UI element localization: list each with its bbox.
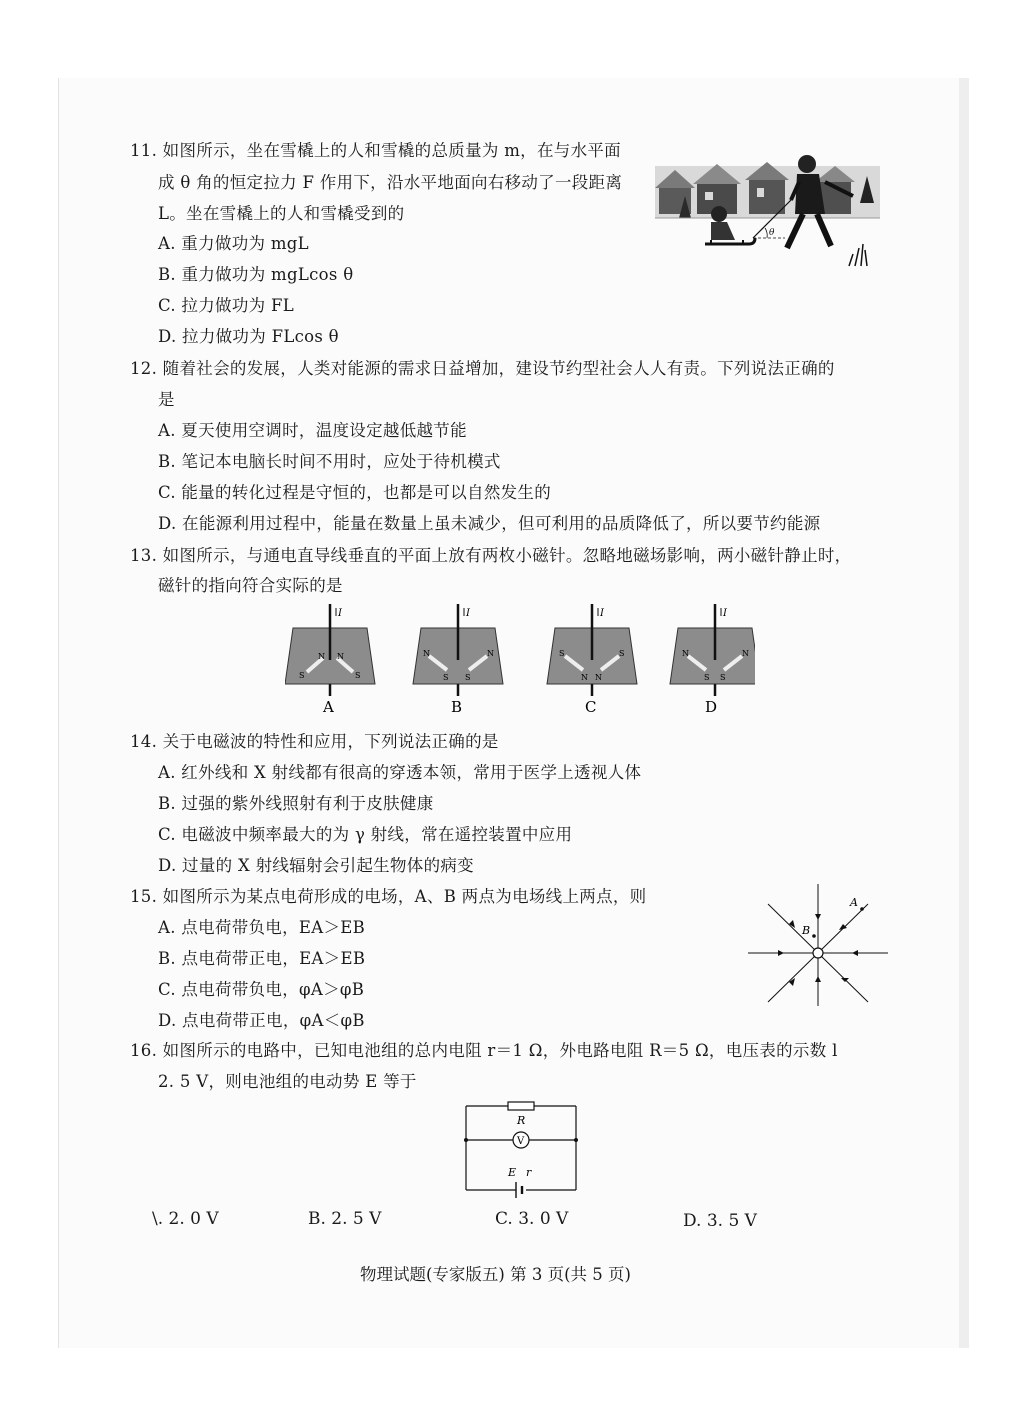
q15-option-d: D. 点电荷带正电，φA＜φB xyxy=(158,1011,365,1030)
circuit-diagram xyxy=(462,1098,580,1198)
q15-option-b: B. 点电荷带正电，EA＞EB xyxy=(158,949,366,968)
figure-label-b: B xyxy=(451,698,463,716)
pole-b-n1: N xyxy=(423,649,430,658)
q11-option-d: D. 拉力做功为 FLcos θ xyxy=(158,327,339,346)
current-label-b: I xyxy=(466,608,470,619)
q11-stem-line-3: L。坐在雪橇上的人和雪橇受到的 xyxy=(158,204,405,223)
q16-option-a: \. 2. 0 V xyxy=(152,1209,219,1229)
resistor-label: R xyxy=(517,1114,526,1127)
pole-d-n2: N xyxy=(742,649,749,658)
pole-b-s1: S xyxy=(443,673,449,682)
q14-option-d: D. 过量的 X 射线辐射会引起生物体的病变 xyxy=(158,856,474,875)
q14-option-a: A. 红外线和 X 射线都有很高的穿透本领，常用于医学上透视人体 xyxy=(158,763,642,782)
q13-stem-line-2: 磁针的指向符合实际的是 xyxy=(158,576,343,595)
figure-label-c: C xyxy=(585,698,597,716)
figure-label-d: D xyxy=(705,698,718,716)
pole-c-n2: N xyxy=(595,673,602,682)
current-label-d: I xyxy=(723,608,727,619)
sled-illustration xyxy=(655,148,880,270)
q11-stem-line-2: 成 θ 角的恒定拉力 F 作用下，沿水平地面向右移动了一段距离 xyxy=(158,173,623,192)
internal-resistance-label: r xyxy=(526,1166,532,1179)
q16-option-d: D. 3. 5 V xyxy=(683,1211,757,1231)
q16-stem-line-2: 2. 5 V，则电池组的电动势 E 等于 xyxy=(158,1072,417,1091)
q12-option-a: A. 夏天使用空调时，温度设定越低越节能 xyxy=(158,421,467,440)
compass-figures xyxy=(285,604,755,724)
q14-option-b: B. 过强的紫外线照射有利于皮肤健康 xyxy=(158,794,434,813)
pole-d-n1: N xyxy=(682,649,689,658)
current-label-c: I xyxy=(600,608,604,619)
q12-stem-line-2: 是 xyxy=(158,390,175,409)
q14-stem-line-1: 14. 关于电磁波的特性和应用，下列说法正确的是 xyxy=(130,732,499,751)
theta-label: θ xyxy=(769,228,775,238)
q11-stem-line-1: 11. 如图所示，坐在雪橇上的人和雪橇的总质量为 m，在与水平面 xyxy=(130,141,621,160)
point-a-label: A xyxy=(850,896,858,909)
compass-panel-a xyxy=(285,604,375,696)
pole-a-n2: N xyxy=(337,652,344,661)
pole-c-s1: S xyxy=(559,649,565,658)
pole-b-n2: N xyxy=(487,649,494,658)
q11-option-b: B. 重力做功为 mgLcos θ xyxy=(158,265,354,284)
q15-option-a: A. 点电荷带负电，EA＞EB xyxy=(158,918,366,937)
compass-panel-c xyxy=(547,604,637,716)
q13-stem-line-1: 13. 如图所示，与通电直导线垂直的平面上放有两枚小磁针。忽略地磁场影响，两小磁针静止时， xyxy=(130,546,852,565)
q12-stem-line-1: 12. 随着社会的发展，人类对能源的需求日益增加，建设节约型社会人人有责。下列说法正确的 xyxy=(130,359,835,378)
pole-a-n1: N xyxy=(318,652,325,661)
pole-a-s1: S xyxy=(299,671,305,680)
q11-option-a: A. 重力做功为 mgL xyxy=(158,234,309,253)
q14-option-c: C. 电磁波中频率最大的为 γ 射线，常在遥控装置中应用 xyxy=(158,825,573,844)
pole-c-s2: S xyxy=(619,649,625,658)
q16-stem-line-1: 16. 如图所示的电路中，已知电池组的总内电阻 r＝1 Ω，外电路电阻 R＝5 Ω，电压表的示数 l xyxy=(130,1041,838,1060)
compass-panel-d xyxy=(670,604,755,716)
emf-label: E xyxy=(508,1166,517,1179)
voltmeter-label: V xyxy=(517,1136,525,1147)
pole-c-n1: N xyxy=(581,673,588,682)
page-footer: 物理试题(专家版五) 第 3 页(共 5 页) xyxy=(360,1265,631,1284)
current-label-a: I xyxy=(338,608,342,619)
pole-a-s2: S xyxy=(355,671,361,680)
pole-d-s1: S xyxy=(704,673,710,682)
q16-option-b: B. 2. 5 V xyxy=(308,1209,382,1229)
pole-d-s2: S xyxy=(720,673,726,682)
q15-option-c: C. 点电荷带负电，φA＞φB xyxy=(158,980,365,999)
figure-label-a: A xyxy=(323,698,334,716)
q11-option-c: C. 拉力做功为 FL xyxy=(158,296,294,315)
electric-field-diagram xyxy=(748,884,888,1006)
pole-b-s2: S xyxy=(465,673,471,682)
point-b-label: B xyxy=(802,924,811,937)
q15-stem-line-1: 15. 如图所示为某点电荷形成的电场，A、B 两点为电场线上两点，则 xyxy=(130,887,647,906)
q12-option-b: B. 笔记本电脑长时间不用时，应处于待机模式 xyxy=(158,452,501,471)
q16-option-c: C. 3. 0 V xyxy=(495,1209,569,1229)
q12-option-d: D. 在能源利用过程中，能量在数量上虽未减少，但可利用的品质降低了，所以要节约能源 xyxy=(158,514,821,533)
q12-option-c: C. 能量的转化过程是守恒的，也都是可以自然发生的 xyxy=(158,483,552,502)
compass-panel-b xyxy=(413,604,503,716)
